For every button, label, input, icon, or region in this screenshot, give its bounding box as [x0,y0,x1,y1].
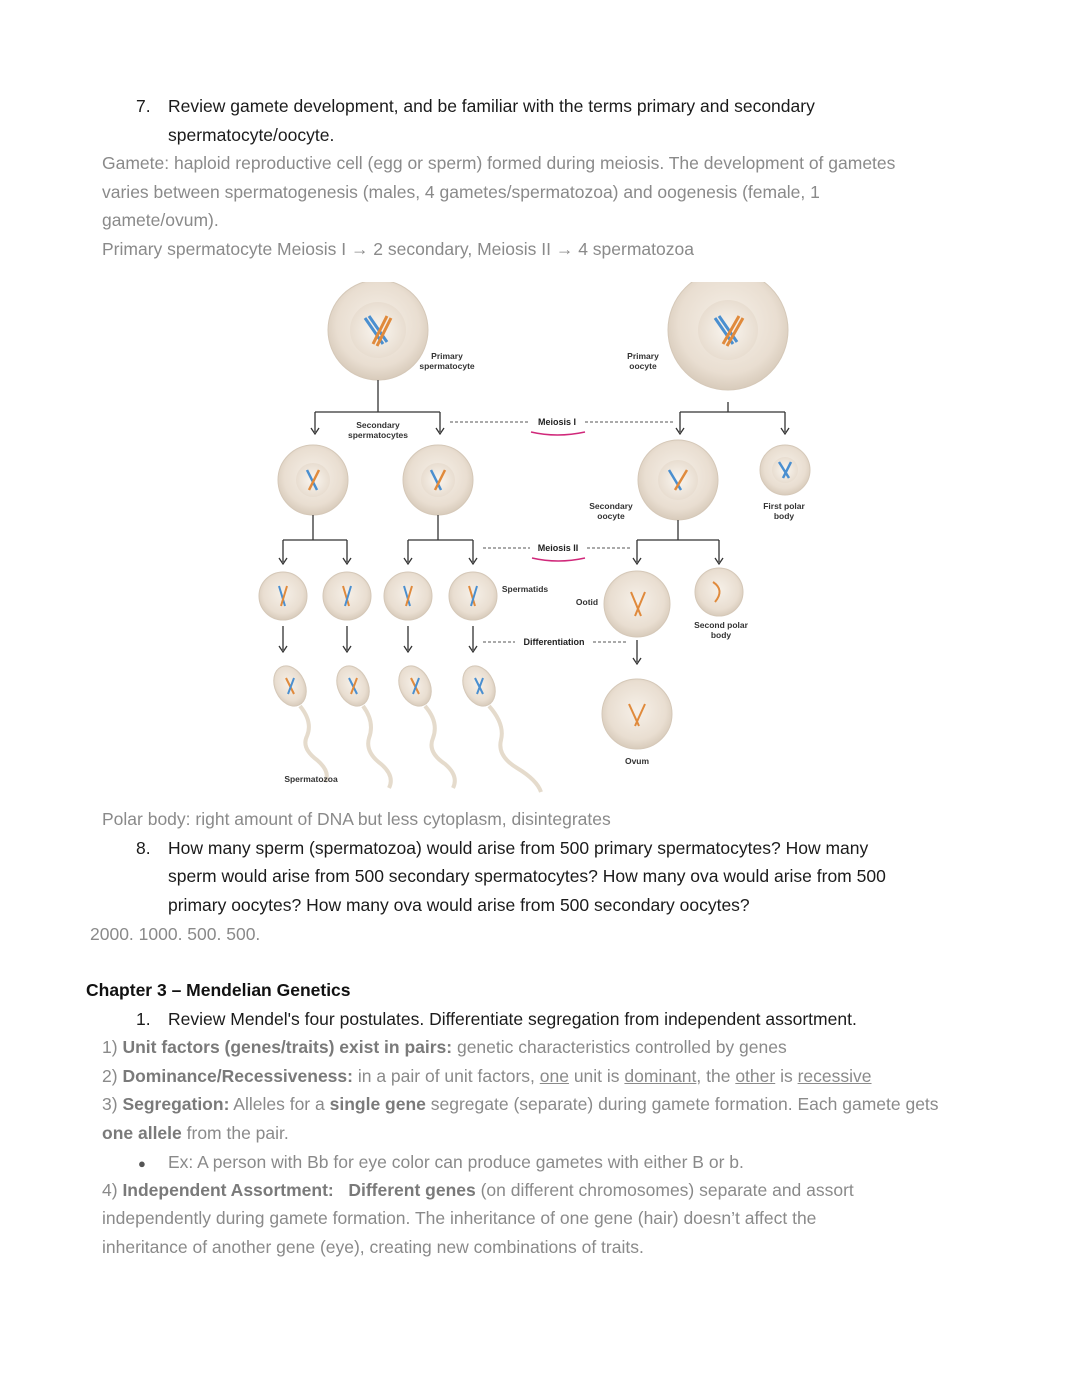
answer-line: Gamete: haploid reproductive cell (egg or sperm) formed during meiosis. The development of gametes [102,153,896,173]
secondary-oocyte-cell [638,440,718,520]
spermatozoon [393,661,455,788]
first-polar-body-label-1: First polar [763,501,805,511]
first-polar-body-label-2: body [773,511,795,521]
postulate-text: in a pair of unit factors, [352,1066,540,1086]
chapter-heading: Chapter 3 – Mendelian Genetics [86,980,351,1000]
ootid-cell [604,571,670,637]
question-7 [136,95,815,117]
spermatozoon [268,661,327,782]
underlined-word: one [539,1066,569,1086]
second-polar-body-cell [695,568,743,616]
example-bullet [138,1151,744,1175]
primary-spermatocyte-label-1: Primary [431,351,463,361]
secondary-spermatocyte-cell [278,445,348,515]
question-8-answer: 2000. 1000. 500. 500. [90,924,261,944]
spermatozoon [457,661,541,792]
postulate-text: segregate (separate) during gamete formation. Each gamete gets [425,1094,939,1114]
primary-oocyte-label-1: Primary [627,351,659,361]
secondary-spermatocyte-cell [403,445,473,515]
postulate-1 [102,1036,787,1058]
underlined-word: other [735,1066,776,1086]
question-number: 1. [136,1009,151,1029]
postulate-3-cont [102,1122,289,1144]
postulate-title: Independent Assortment: [122,1180,334,1200]
spermatozoon [331,661,391,788]
question-number: 7. [136,96,151,116]
spermatids-label: Spermatids [501,584,549,594]
postulate-number: 1) [102,1037,123,1057]
spermatid-cell [323,572,371,620]
postulate-number: 2) [102,1066,123,1086]
postulate-text: Alleles for a [229,1094,330,1114]
underlined-word: dominant [624,1066,697,1086]
spermatid-cell [384,572,432,620]
primary-oocyte-cell [668,282,788,390]
spermatid-cell [259,572,307,620]
bold-term: Different genes [348,1180,476,1200]
meiosis-2-connectors [279,515,723,564]
differentiation-arrows [279,626,641,664]
question-number: 8. [136,838,151,858]
postulate-text: , the [696,1066,736,1086]
postulate-title: Unit factors (genes/traits) exist in pairs: [122,1037,453,1057]
polar-body-note: Polar body: right amount of DNA but less cytoplasm, disintegrates [102,809,611,829]
postulate-4-cont: inheritance of another gene (eye), creating new combinations of traits. [102,1237,644,1257]
question-8 [136,837,868,859]
bold-term: single gene [329,1094,426,1114]
underlined-word: recessive [797,1066,872,1086]
postulate-number: 3) [102,1094,123,1114]
example-text: Ex: A person with Bb for eye color can produce gametes with either B or b. [168,1152,744,1172]
meiosis-2-label: Meiosis II [537,543,579,553]
question-text: How many sperm (spermatozoa) would arise from 500 primary spermatocytes? How many [168,838,869,858]
postulate-2 [102,1065,872,1087]
postulate-text: (on different chromosomes) separate and assort [475,1180,854,1200]
chapter-3-question-1 [136,1008,857,1030]
spermatozoa-label: Spermatozoa [284,774,338,784]
second-polar-body-label-2: body [710,630,732,640]
first-polar-body-cell [760,445,810,495]
postulate-text: from the pair. [181,1123,289,1143]
primary-oocyte-label-2: oocyte [629,361,657,371]
question-7-cont: spermatocyte/oocyte. [168,125,335,145]
bullet-icon: ● [138,1156,146,1171]
ovum-label: Ovum [624,756,650,766]
ootid-label: Ootid [575,597,599,607]
postulate-number: 4) [102,1180,123,1200]
question-text: Review gamete development, and be familiar with the terms primary and secondary [168,96,815,116]
meiosis-1-label: Meiosis I [537,417,577,427]
question-8-cont: sperm would arise from 500 secondary spermatocytes? How many ova would arise from 500 [168,866,886,886]
postulate-3 [102,1093,939,1115]
secondary-oocyte-label-2: oocyte [597,511,625,521]
meiosis-2-underline [532,558,585,561]
postulate-title: Dominance/Recessiveness: [122,1066,353,1086]
answer-line: Primary spermatocyte Meiosis I → 2 secondary, Meiosis II → 4 spermatozoa [102,239,694,259]
primary-spermatocyte-cell [328,282,428,380]
primary-spermatocyte-label-2: spermatocyte [419,361,475,371]
gametogenesis-diagram [255,282,815,802]
question-8-cont: primary oocytes? How many ova would arise from 500 secondary oocytes? [168,895,750,915]
meiosis-1-underline [531,432,585,435]
postulate-4 [102,1179,854,1201]
bold-term: one allele [102,1123,182,1143]
secondary-oocyte-label-1: Secondary [589,501,633,511]
postulate-text: genetic characteristics controlled by genes [452,1037,787,1057]
postulate-text: is [775,1066,798,1086]
postulate-title: Segregation: [122,1094,230,1114]
answer-line: varies between spermatogenesis (males, 4 gametes/spermatozoa) and oogenesis (female, 1 [102,182,820,202]
ovum-cell [602,679,672,749]
second-polar-body-label-1: Second polar [694,620,748,630]
secondary-spermatocytes-label-1: Secondary [356,420,400,430]
postulate-4-cont: independently during gamete formation. The inheritance of one gene (hair) doesn’t affect the [102,1208,817,1228]
postulate-text: unit is [568,1066,625,1086]
answer-line: gamete/ovum). [102,210,219,230]
question-text: Review Mendel's four postulates. Differentiate segregation from independent assortment. [168,1009,857,1029]
differentiation-label: Differentiation [523,637,585,647]
secondary-spermatocytes-label-2: spermatocytes [347,430,409,440]
spermatid-cell [449,572,497,620]
